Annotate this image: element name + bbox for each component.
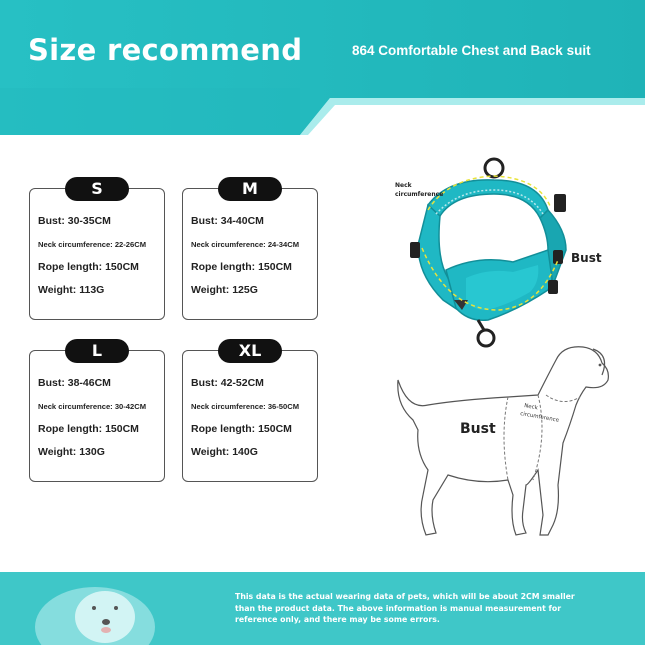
size-card-s xyxy=(29,179,165,320)
size-tag: XL xyxy=(218,339,282,363)
neck-label: circumference xyxy=(519,411,560,424)
bust-value: Bust: 34-40CM xyxy=(191,215,264,227)
bust-label: Bust xyxy=(460,421,496,437)
disclaimer-line: This data is the actual wearing data of pets, which will be about 2CM smaller xyxy=(235,592,575,601)
harness-illustration xyxy=(388,150,618,355)
weight-value: Weight: 113G xyxy=(38,284,105,296)
rope-value: Rope length: 150CM xyxy=(191,261,292,273)
bust-label: Bust xyxy=(571,251,602,265)
weight-value: Weight: 125G xyxy=(191,284,258,296)
size-tag: L xyxy=(65,339,129,363)
buckle-icon xyxy=(548,280,558,294)
bust-value: Bust: 30-35CM xyxy=(38,215,111,227)
neck-value: Neck circumference: 30-42CM xyxy=(38,402,147,411)
neck-label: Neck xyxy=(395,182,412,189)
buckle-icon xyxy=(410,242,420,258)
dog-silhouette xyxy=(398,347,609,535)
size-tag: M xyxy=(218,177,282,201)
rope-value: Rope length: 150CM xyxy=(38,423,139,435)
disclaimer-line: than the product data. The above information is manual measurement for xyxy=(235,603,562,613)
page-title: Size recommend xyxy=(28,33,303,67)
size-card-xl xyxy=(182,341,318,482)
buckle-icon xyxy=(554,194,566,212)
header-banner xyxy=(0,0,645,135)
puppy-photo xyxy=(20,572,170,645)
size-card-m xyxy=(182,179,318,320)
neck-label: Neck xyxy=(523,403,539,412)
d-ring-icon xyxy=(485,159,503,177)
neck-value: Neck circumference: 22-26CM xyxy=(38,240,147,249)
product-subtitle: 864 Comfortable Chest and Back suit xyxy=(352,43,591,58)
bust-value: Bust: 42-52CM xyxy=(191,377,264,389)
size-card-l xyxy=(29,341,165,482)
header-background xyxy=(0,0,645,135)
neck-value: Neck circumference: 24-34CM xyxy=(191,240,300,249)
disclaimer-line: reference only, and there may be some errors. xyxy=(235,615,440,624)
bust-value: Bust: 38-46CM xyxy=(38,377,111,389)
neck-strap xyxy=(428,180,548,218)
weight-value: Weight: 140G xyxy=(191,446,258,458)
rope-value: Rope length: 150CM xyxy=(38,261,139,273)
dog-outline-illustration xyxy=(388,335,623,545)
size-tag: S xyxy=(65,177,129,201)
rope-value: Rope length: 150CM xyxy=(191,423,292,435)
neck-label: circumference xyxy=(395,191,444,198)
disclaimer-note xyxy=(235,591,635,626)
footer-banner xyxy=(0,572,645,645)
weight-value: Weight: 130G xyxy=(38,446,105,458)
neck-value: Neck circumference: 36-50CM xyxy=(191,402,300,411)
